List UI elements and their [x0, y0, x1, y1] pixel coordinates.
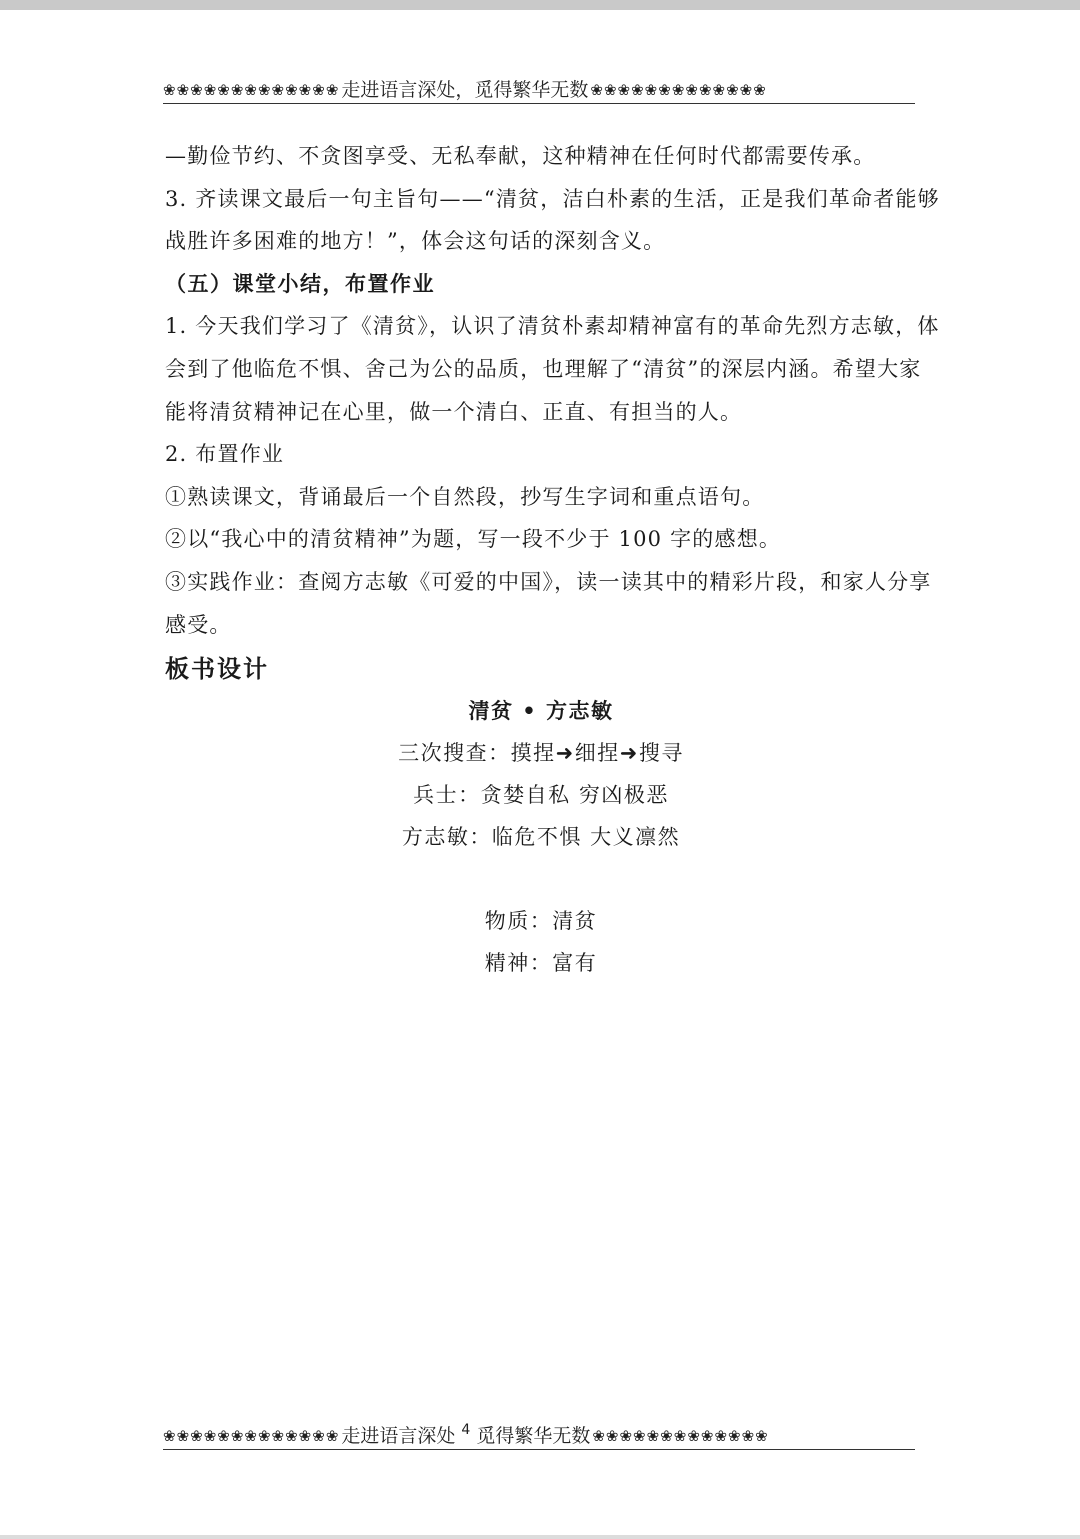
bottom-edge-bar [0, 1535, 1080, 1539]
footer-motto-right: 觅得繁华无数 [476, 1425, 591, 1447]
blackboard-design [165, 690, 917, 984]
board-title: 清贫 • 方志敏 [468, 699, 614, 723]
flower-border-right: ❀❀❀❀❀❀❀❀❀❀❀❀❀ [590, 81, 767, 99]
paragraph: 战胜许多困难的地方！”，体会这句话的深刻含义。 [165, 229, 666, 254]
paragraph: 会到了他临危不惧、舍己为公的品质，也理解了“清贫”的深层内涵。希望大家 [165, 356, 922, 381]
board-line: 兵士：贪婪自私 穷凶极恶 [413, 783, 669, 807]
footer-rule [163, 1449, 915, 1450]
board-line: 方志敏：临危不惧 大义凛然 [401, 825, 681, 849]
flower-border-left: ❀❀❀❀❀❀❀❀❀❀❀❀❀ [163, 1427, 340, 1445]
board-design-heading: 板书设计 [165, 655, 269, 684]
document-body [165, 135, 940, 692]
paragraph: 3. 齐读课文最后一句主旨句——“清贫，洁白朴素的生活，正是我们革命者能够 [165, 186, 940, 211]
homework-item: 感受。 [165, 612, 232, 637]
board-line: 精神：富有 [484, 951, 598, 975]
page-number: 4 [461, 1422, 471, 1438]
header-motto: 走进语言深处，觅得繁华无数 [341, 79, 589, 101]
header-rule [163, 103, 915, 104]
homework-item: ①熟读课文，背诵最后一个自然段，抄写生字词和重点语句。 [165, 484, 765, 509]
paragraph: 1. 今天我们学习了《清贫》，认识了清贫朴素却精神富有的革命先烈方志敏，体 [165, 314, 940, 339]
homework-item: ③实践作业：查阅方志敏《可爱的中国》，读一读其中的精彩片段，和家人分享 [165, 569, 932, 594]
paragraph: 2. 布置作业 [165, 442, 285, 467]
board-line: 三次搜查：摸捏➜细捏➜搜寻 [398, 741, 684, 765]
homework-item: ②以“我心中的清贫精神”为题，写一段不少于 100 字的感想。 [165, 527, 782, 552]
footer-motto-left: 走进语言深处 [341, 1425, 456, 1447]
paragraph: 能将清贫精神记在心里，做一个清白、正直、有担当的人。 [165, 399, 743, 424]
board-line: 物质：清贫 [484, 909, 598, 933]
page-header [163, 76, 915, 104]
top-edge-bar [0, 0, 1080, 10]
flower-border-left: ❀❀❀❀❀❀❀❀❀❀❀❀❀ [163, 81, 340, 99]
flower-border-right: ❀❀❀❀❀❀❀❀❀❀❀❀❀ [592, 1427, 769, 1445]
section-heading: （五）课堂小结，布置作业 [165, 271, 435, 296]
paragraph: —勤俭节约、不贪图享受、无私奉献，这种精神在任何时代都需要传承。 [165, 144, 876, 168]
page-footer [163, 1422, 915, 1450]
